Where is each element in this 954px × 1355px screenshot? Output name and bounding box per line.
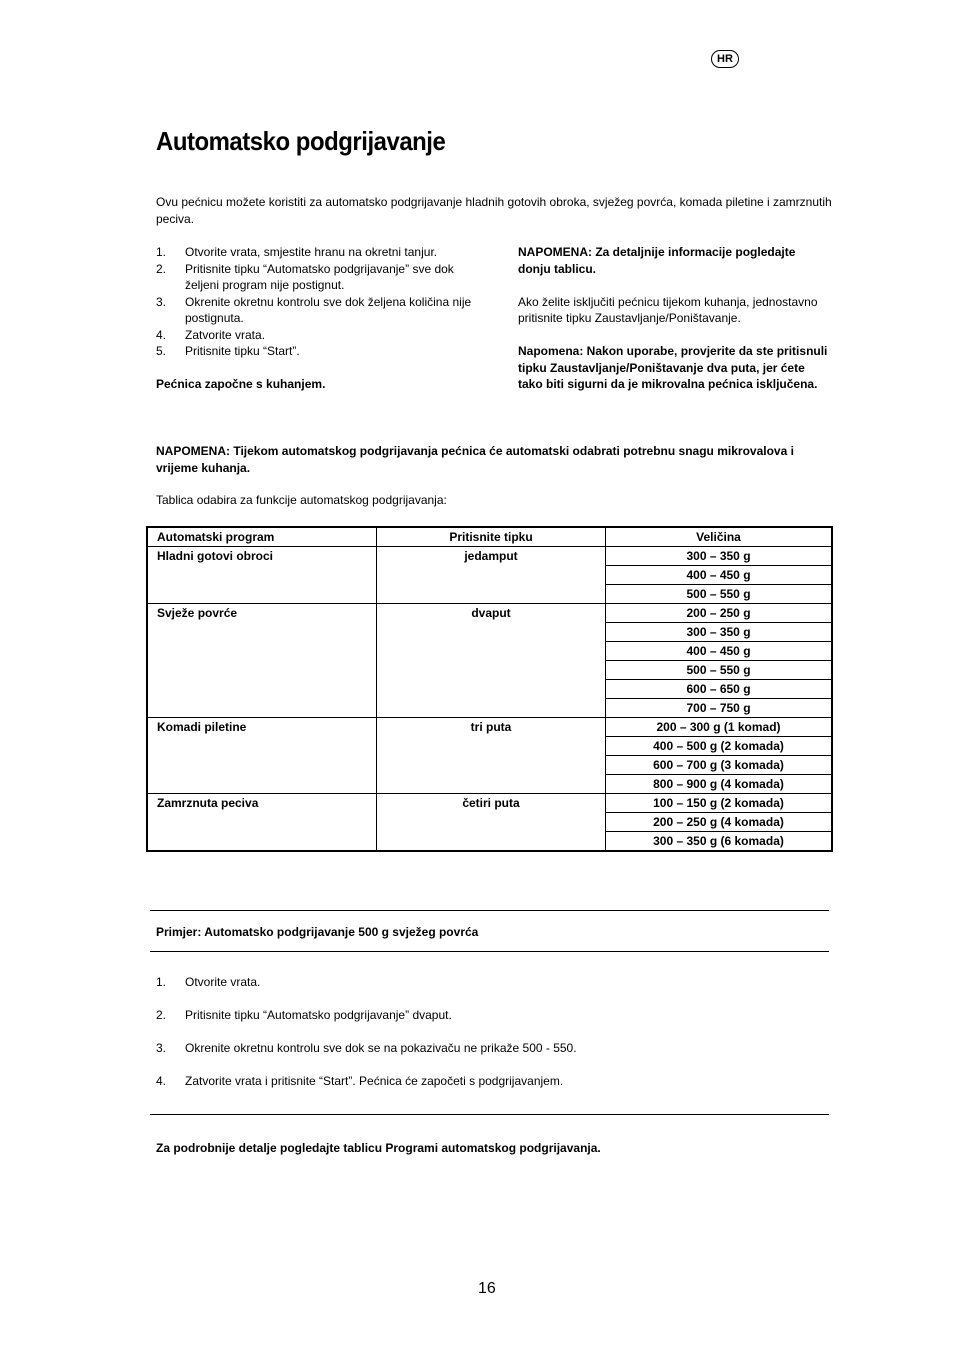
- size-cell: 400 – 450 g: [606, 642, 833, 661]
- size-cell: 400 – 450 g: [606, 566, 833, 585]
- program-cell: Komadi piletine: [147, 718, 377, 794]
- program-cell: Zamrznuta peciva: [147, 794, 377, 852]
- list-item: [156, 974, 577, 1007]
- list-item: [156, 1040, 577, 1073]
- step-text: Okrenite okretnu kontrolu sve dok se na pokazivaču ne prikaže 500 - 550.: [185, 1041, 577, 1055]
- example-steps-list: [156, 974, 577, 1106]
- language-badge: HR: [711, 50, 739, 68]
- press-cell: tri puta: [377, 718, 606, 794]
- table-intro: Tablica odabira za funkcije automatskog podgrijavanja:: [156, 493, 447, 507]
- step-number: 1.: [156, 975, 167, 989]
- example-title: Primjer: Automatsko podgrijavanje 500 g svježeg povrća: [156, 925, 479, 939]
- step-number: 5.: [156, 344, 167, 358]
- footer-note: Za podrobnije detalje pogledajte tablicu Programi automatskog podgrijavanja.: [156, 1141, 601, 1155]
- auto-power-note: NAPOMENA: Tijekom automatskog podgrijavanja pećnica će automatski odabrati potrebnu snagu mikrovalova i vrijeme kuhanja.: [156, 444, 794, 475]
- press-cell: četiri puta: [377, 794, 606, 852]
- page-number: 16: [478, 1280, 496, 1297]
- list-item: [156, 1007, 577, 1040]
- column-header: Automatski program: [147, 527, 377, 547]
- step-number: 2.: [156, 261, 167, 276]
- step-number: 4.: [156, 327, 167, 342]
- size-cell: 700 – 750 g: [606, 699, 833, 718]
- step-text: Otvorite vrata, smjestite hranu na okretni tanjur.: [185, 245, 438, 259]
- size-cell: 300 – 350 g: [606, 623, 833, 642]
- size-cell: 200 – 300 g (1 komad): [606, 718, 833, 737]
- intro-paragraph: Ovu pećnicu možete koristiti za automatsko podgrijavanje hladnih gotovih obroka, svježeg povrća, komada piletine i zamrznutih peciva.: [156, 195, 832, 226]
- step-text: Pritisnite tipku “Automatsko podgrijavanje” sve dok željeni program nije postignut.: [185, 261, 454, 292]
- table-row: [147, 718, 832, 737]
- divider: [150, 951, 829, 952]
- divider: [150, 1114, 829, 1115]
- table-row: [147, 547, 832, 566]
- size-cell: 600 – 700 g (3 komada): [606, 756, 833, 775]
- steps-list: [156, 244, 476, 360]
- right-column: [518, 244, 828, 409]
- step-text: Pritisnite tipku “Start”.: [185, 344, 300, 358]
- table-row: [147, 604, 832, 623]
- step-text: Okrenite okretnu kontrolu sve dok željena količina nije postignuta.: [185, 294, 472, 325]
- list-item: [156, 343, 476, 360]
- size-cell: 300 – 350 g (6 komada): [606, 832, 833, 852]
- step-text: Zatvorite vrata.: [185, 327, 266, 342]
- step-text: Zatvorite vrata i pritisnite “Start”. Pećnica će započeti s podgrijavanjem.: [185, 1074, 564, 1088]
- step-text: Otvorite vrata.: [185, 975, 261, 989]
- after-use-note: Napomena: Nakon uporabe, provjerite da ste pritisnuli tipku Zaustavljanje/Poništavanje dva puta, jer ćete tako biti sigurni da je mikrovalna pećnica isključena.: [518, 344, 828, 391]
- table-header-row: [147, 527, 832, 547]
- step-number: 1.: [156, 245, 167, 259]
- press-cell: dvaput: [377, 604, 606, 718]
- size-cell: 300 – 350 g: [606, 547, 833, 566]
- step-number: 4.: [156, 1074, 167, 1088]
- size-cell: 200 – 250 g: [606, 604, 833, 623]
- press-cell: jedamput: [377, 547, 606, 604]
- size-cell: 600 – 650 g: [606, 680, 833, 699]
- size-cell: 500 – 550 g: [606, 661, 833, 680]
- size-cell: 200 – 250 g (4 komada): [606, 813, 833, 832]
- step-number: 2.: [156, 1008, 167, 1022]
- list-item: [156, 294, 476, 327]
- list-item: [156, 327, 476, 344]
- column-header: Veličina: [606, 527, 833, 547]
- list-item: [156, 1073, 577, 1106]
- cooking-start-note: Pećnica započne s kuhanjem.: [156, 377, 326, 391]
- program-table: [146, 526, 833, 852]
- table-reference-note: NAPOMENA: Za detaljnije informacije pogledajte donju tablicu.: [518, 245, 796, 276]
- size-cell: 500 – 550 g: [606, 585, 833, 604]
- column-header: Pritisnite tipku: [377, 527, 606, 547]
- step-number: 3.: [156, 294, 167, 309]
- size-cell: 800 – 900 g (4 komada): [606, 775, 833, 794]
- program-cell: Hladni gotovi obroci: [147, 547, 377, 604]
- stop-instructions: Ako želite isključiti pećnicu tijekom kuhanja, jednostavno pritisnite tipku Zaustavljanje/Poništavanje.: [518, 294, 818, 325]
- list-item: [156, 244, 476, 261]
- size-cell: 100 – 150 g (2 komada): [606, 794, 833, 813]
- divider: [150, 910, 829, 911]
- step-number: 3.: [156, 1041, 167, 1055]
- list-item: [156, 261, 476, 294]
- program-cell: Svježe povrće: [147, 604, 377, 718]
- step-text: Pritisnite tipku “Automatsko podgrijavanje” dvaput.: [185, 1008, 452, 1022]
- page-title: Automatsko podgrijavanje: [156, 126, 446, 156]
- table-row: [147, 794, 832, 813]
- size-cell: 400 – 500 g (2 komada): [606, 737, 833, 756]
